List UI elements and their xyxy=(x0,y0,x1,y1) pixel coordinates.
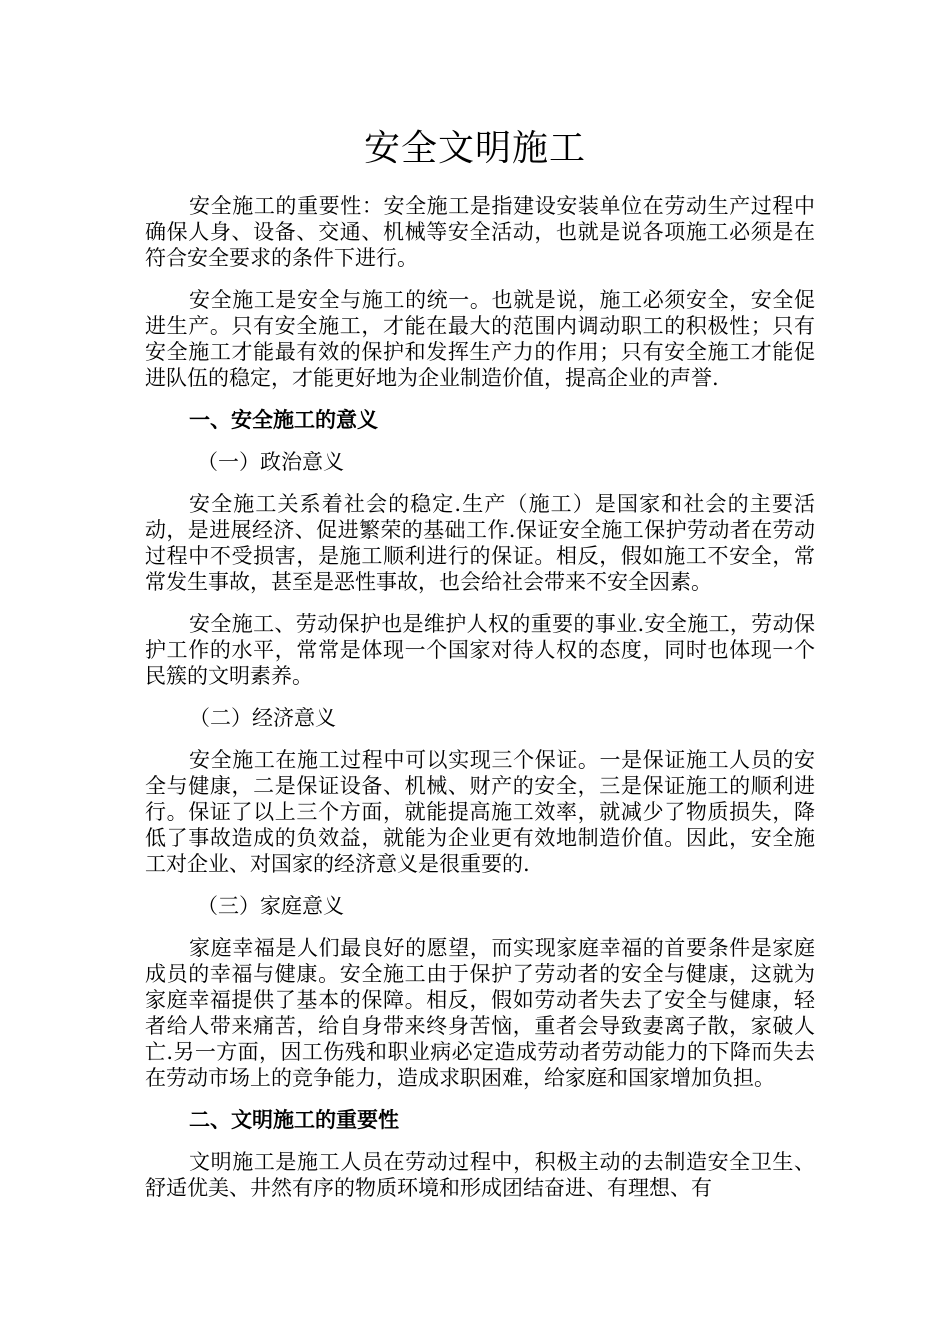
document-body xyxy=(145,193,815,1217)
paragraph-political-2: 安全施工、劳动保护也是维护人权的重要的事业.安全施工，劳动保护工作的水平，常常是体现一个国家对待人权的态度，同时也体现一个民簇的文明素养。 xyxy=(145,612,815,688)
paragraph-family: 家庭幸福是人们最良好的愿望，而实现家庭幸福的首要条件是家庭成员的幸福与健康。安全施工由于保护了劳动者的安全与健康，这就为家庭幸福提供了基本的保障。相反，假如劳动者失去了安全与健康，轻者给人带来痛苦，给自身带来终身苦恼，重者会导致妻离子散，家破人亡.另一方面，因工伤残和职业病必定造成劳动者劳动能力的下降而失去在劳动市场上的竞争能力，造成求职困难，给家庭和国家增加负担。 xyxy=(145,936,815,1090)
document-title: 安全文明施工 xyxy=(363,128,586,169)
subsection-heading-political: （一）政治意义 xyxy=(197,450,344,474)
paragraph-civilized: 文明施工是施工人员在劳动过程中，积极主动的去制造安全卫生、舒适优美、井然有序的物质环境和形成团结奋进、有理想、有 xyxy=(145,1150,815,1200)
paragraph-economic: 安全施工在施工过程中可以实现三个保证。一是保证施工人员的安全与健康，二是保证设备、机械、财产的安全，三是保证施工的顺利进行。保证了以上三个方面，就能提高施工效率，就减少了物质损失，降低了事故造成的负效益，就能为企业更有效地制造价值。因此，安全施工对企业、对国家的经济意义是很重要的. xyxy=(145,748,815,876)
subsection-heading-economic: （二）经济意义 xyxy=(189,706,336,730)
paragraph-political-1: 安全施工关系着社会的稳定.生产（施工）是国家和社会的主要活动，是进展经济、促进繁荣的基础工作.保证安全施工保护劳动者在劳动过程中不受损害，是施工顺利进行的保证。相反，假如施工不安全，常常发生事故，甚至是恶性事故，也会给社会带来不安全因素。 xyxy=(145,492,815,594)
subsection-heading-family: （三）家庭意义 xyxy=(197,894,344,918)
paragraph-importance: 安全施工的重要性：安全施工是指建设安装单位在劳动生产过程中确保人身、设备、交通、机械等安全活动，也就是说各项施工必须是在符合安全要求的条件下进行。 xyxy=(145,194,815,270)
section-heading-2: 二、文明施工的重要性 xyxy=(189,1107,399,1132)
section-heading-1: 一、安全施工的意义 xyxy=(189,407,378,432)
paragraph-unity: 安全施工是安全与施工的统一。也就是说，施工必须安全，安全促进生产。只有安全施工，才能在最大的范围内调动职工的积极性；只有安全施工才能最有效的保护和发挥生产力的作用；只有安全施工才能促进队伍的稳定，才能更好地为企业制造价值，提高企业的声誉. xyxy=(145,288,815,390)
